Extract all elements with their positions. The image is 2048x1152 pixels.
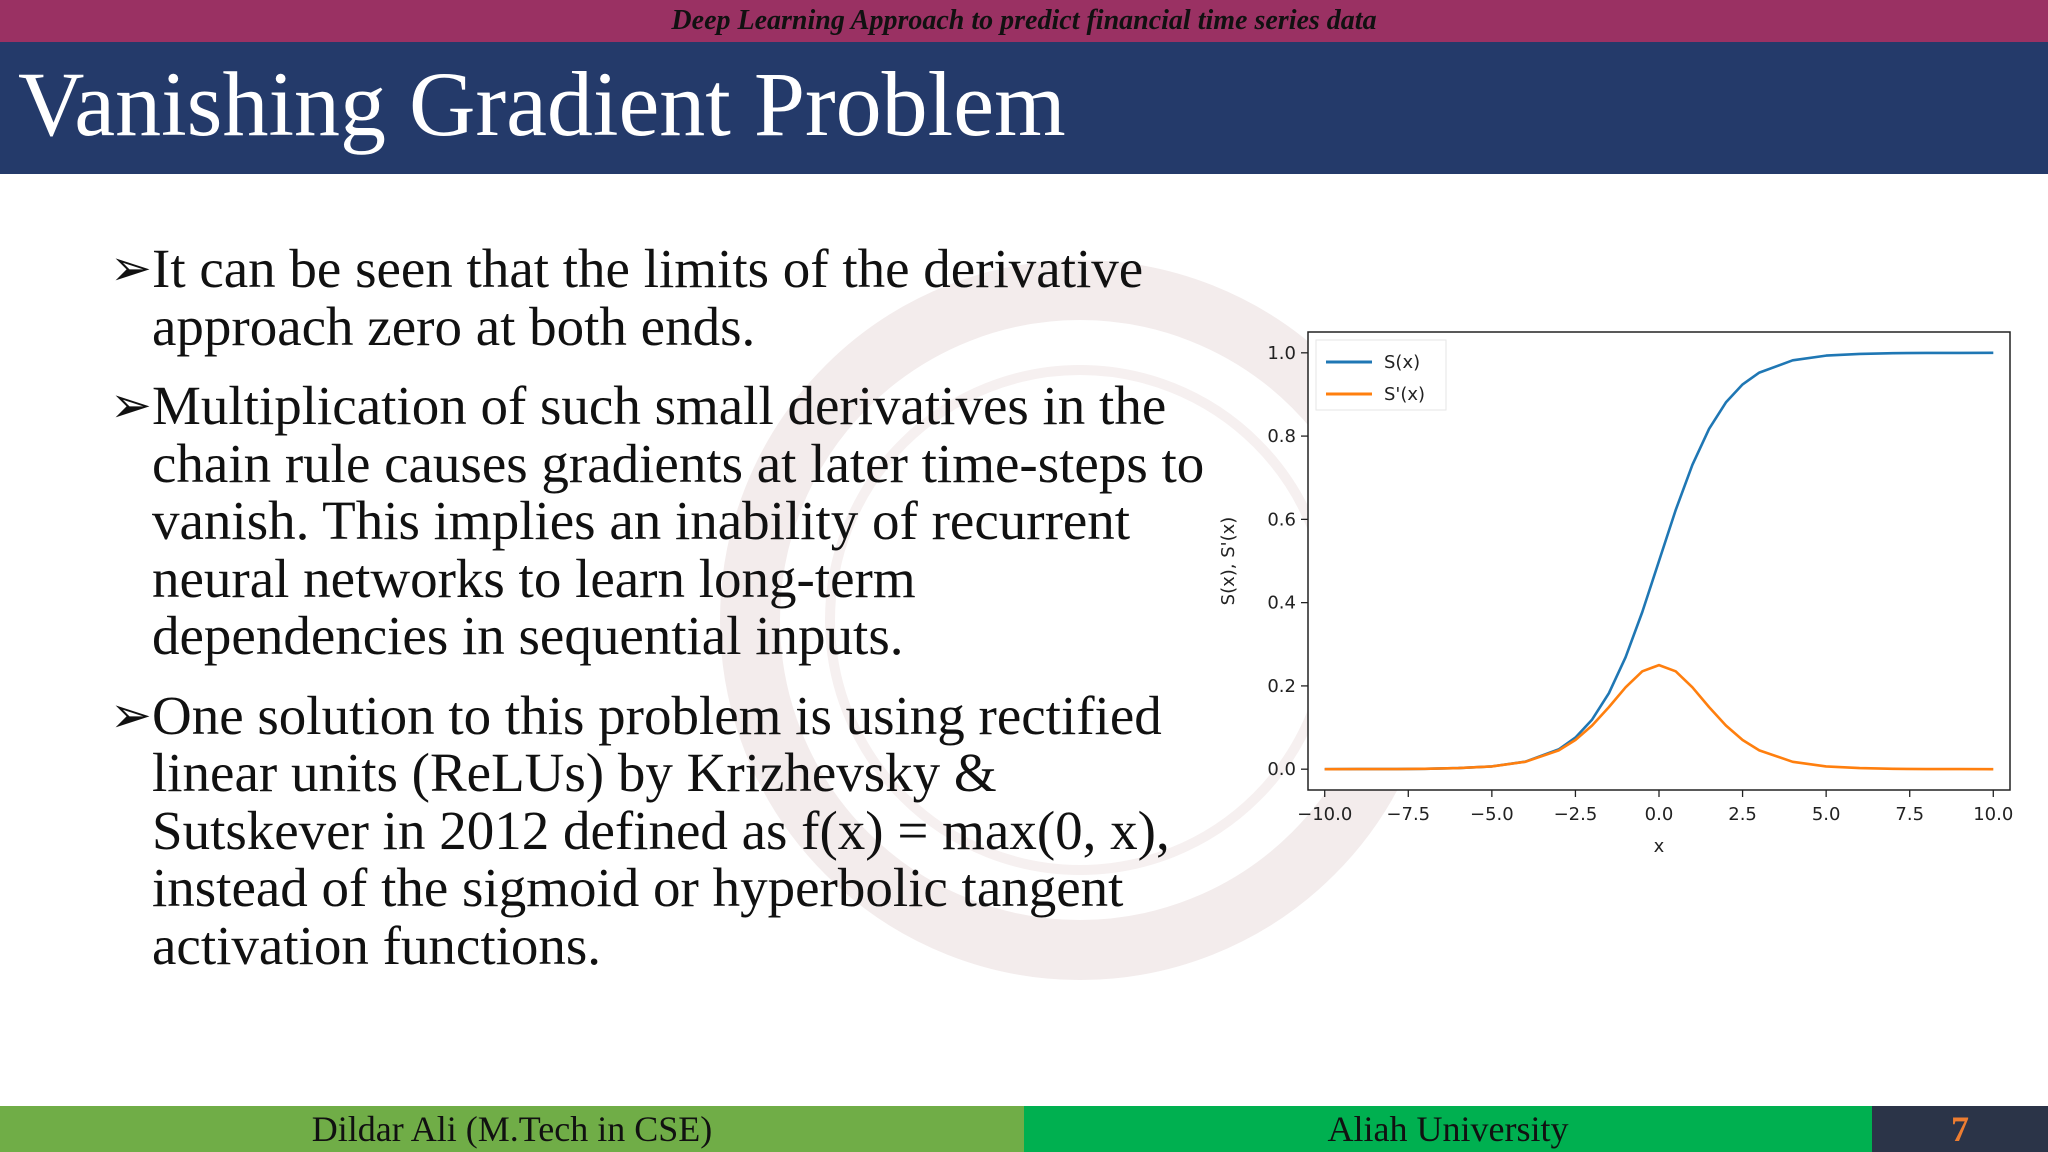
bullet-text: One solution to this problem is using rectified linear units (ReLUs) by Krizhevsky & Sutskever in 2012 defined as f(x) = max(0, x), instead of the sigmoid or hyperbolic tangent activation functions. <box>152 684 1170 976</box>
slide-title: Vanishing Gradient Problem <box>18 53 1066 155</box>
x-tick-label: −10.0 <box>1297 804 1353 825</box>
arrow-bullet-icon: ➢ <box>110 377 152 433</box>
bullet-item <box>110 377 1220 665</box>
arrow-bullet-icon: ➢ <box>110 686 152 743</box>
y-tick-label: 1.0 <box>1267 342 1296 364</box>
x-tick-label: −2.5 <box>1553 804 1598 825</box>
x-axis-label: x <box>1653 836 1665 857</box>
legend-label-0: S(x) <box>1384 352 1421 373</box>
banner-text: Deep Learning Approach to predict financial time series data <box>671 5 1377 36</box>
y-tick-label: 0.8 <box>1267 426 1296 448</box>
chart-svg <box>1210 310 2030 870</box>
x-tick-label: −5.0 <box>1469 804 1514 825</box>
bullet-list <box>110 240 1220 996</box>
bullet-item <box>110 240 1220 355</box>
sigmoid-chart <box>1210 310 2030 870</box>
x-tick-label: 2.5 <box>1728 804 1757 825</box>
y-tick-label: 0.2 <box>1267 675 1296 697</box>
footer-university: Aliah University <box>1024 1106 1872 1152</box>
bullet-item <box>110 684 1220 976</box>
x-tick-label: 7.5 <box>1895 804 1925 825</box>
arrow-bullet-icon: ➢ <box>110 240 152 296</box>
bullet-text: It can be seen that the limits of the derivative approach zero at both ends. <box>152 238 1144 357</box>
y-tick-label: 0.6 <box>1267 509 1296 531</box>
x-tick-label: −7.5 <box>1386 804 1431 825</box>
y-axis-label: S(x), S'(x) <box>1218 516 1239 606</box>
footer-author: Dildar Ali (M.Tech in CSE) <box>0 1106 1024 1152</box>
legend-label-1: S'(x) <box>1384 384 1426 405</box>
y-tick-label: 0.0 <box>1267 759 1296 781</box>
x-tick-label: 5.0 <box>1811 804 1841 825</box>
x-tick-label: 0.0 <box>1644 804 1674 825</box>
title-bar <box>0 42 2048 174</box>
top-banner <box>0 0 2048 42</box>
footer <box>0 1106 2048 1152</box>
bullet-text: Multiplication of such small derivatives in the chain rule causes gradients at later time-steps to vanish. This implies an inability of recurrent neural networks to learn long-term dependencies in sequential inputs. <box>152 375 1205 666</box>
x-tick-label: 10.0 <box>1973 804 2014 825</box>
legend-box <box>1316 340 1446 410</box>
y-tick-label: 0.4 <box>1267 592 1296 614</box>
page-number: 7 <box>1872 1106 2048 1152</box>
